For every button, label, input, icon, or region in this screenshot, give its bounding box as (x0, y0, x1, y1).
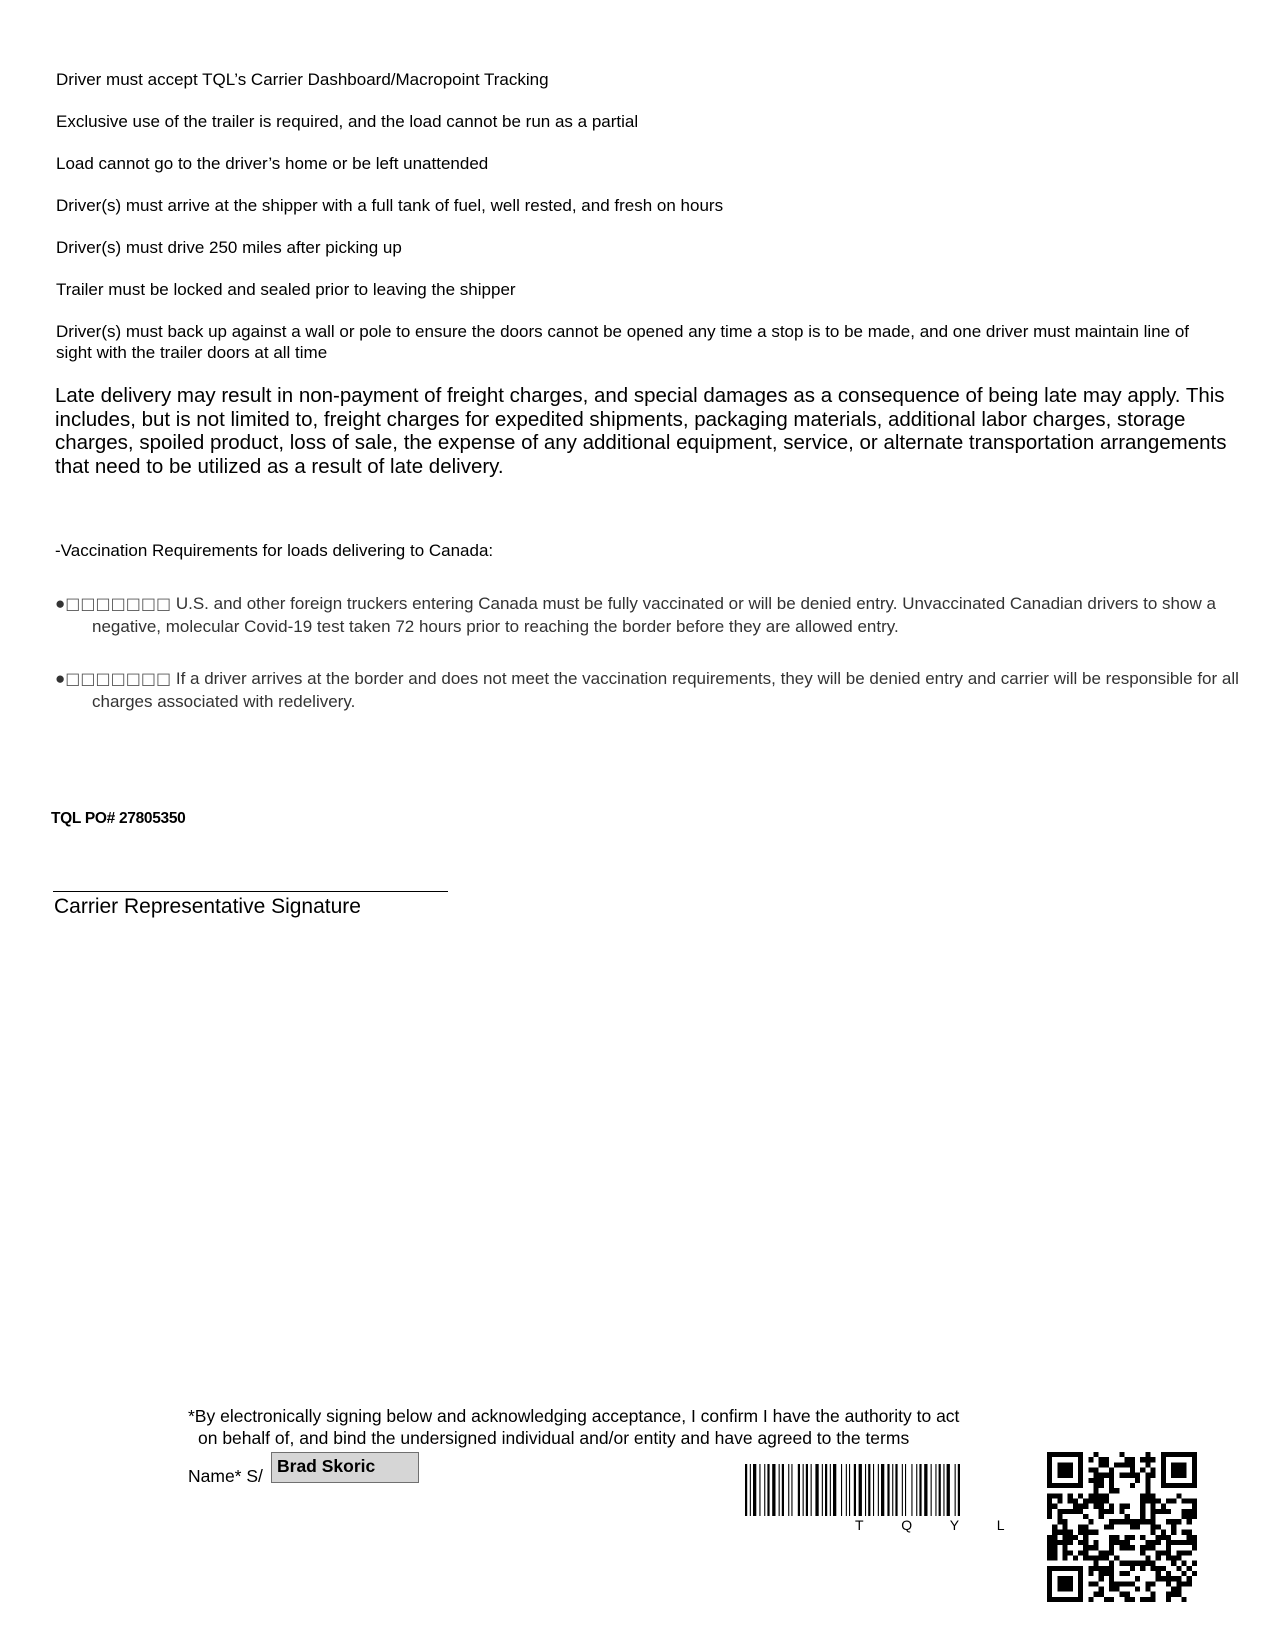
barcode-caption: T Q Y L (855, 1517, 1022, 1533)
requirement-exclusive-use: Exclusive use of the trailer is required, and the load cannot be run as a partial (56, 112, 639, 131)
barcode-bars (745, 1464, 960, 1516)
name-label: Name* S/ (188, 1466, 263, 1486)
vaccination-item (55, 667, 1252, 713)
signature-line (53, 891, 448, 892)
requirement-locked-sealed: Trailer must be locked and sealed prior to leaving the shipper (56, 280, 516, 299)
qr-code (1047, 1452, 1197, 1602)
name-signature-field[interactable]: Brad Skoric (271, 1452, 419, 1483)
vaccination-item-text: If a driver arrives at the border and does not meet the vaccination requirements, they will be denied entry and carrier will be responsible for all charges associated with redelivery. (92, 669, 1239, 711)
esign-line-1: *By electronically signing below and acknowledging acceptance, I confirm I have the authority to act (188, 1406, 960, 1426)
requirement-back-up: Driver(s) must back up against a wall or pole to ensure the doors cannot be opened any time a stop is to be made, and one driver must maintain line of sight with the trailer doors at all time (56, 322, 1190, 362)
bullet-marker: ● (55, 669, 66, 688)
vaccination-heading: -Vaccination Requirements for loads delivering to Canada: (55, 541, 494, 560)
esign-statement (188, 1405, 1068, 1449)
placeholder-glyphs: □□□□□□□ (65, 594, 172, 613)
requirement-250-miles: Driver(s) must drive 250 miles after picking up (56, 238, 402, 257)
esign-line-2: on behalf of, and bind the undersigned individual and/or entity and have agreed to the terms (198, 1428, 910, 1448)
vaccination-item-text: U.S. and other foreign truckers entering Canada must be fully vaccinated or will be denied entry. Unvaccinated Canadian drivers to show a negative, molecular Covid-19 test taken 72 hours prior to reaching the border before they are allowed entry. (92, 594, 1216, 636)
late-delivery-notice: Late delivery may result in non-payment of freight charges, and special damages as a consequence of being late may apply. This includes, but is not limited to, freight charges for expedited shipments, packaging materials, additional labor charges, storage charges, spoiled product, loss of sale, the expense of any additional equipment, service, or alternate transportation arrangements that need to be utilized as a result of late delivery. (55, 384, 1227, 478)
requirement-fuel-rest: Driver(s) must arrive at the shipper with a full tank of fuel, well rested, and fresh on hours (56, 196, 724, 215)
requirement-no-home: Load cannot go to the driver’s home or be left unattended (56, 154, 489, 173)
signature-label: Carrier Representative Signature (54, 895, 361, 918)
placeholder-glyphs: □□□□□□□ (65, 669, 172, 688)
vaccination-item (55, 592, 1252, 638)
barcode (743, 1464, 1028, 1536)
requirement-tracking: Driver must accept TQL’s Carrier Dashboard/Macropoint Tracking (56, 70, 549, 89)
bullet-marker: ● (55, 594, 66, 613)
po-number: TQL PO# 27805350 (51, 810, 186, 827)
